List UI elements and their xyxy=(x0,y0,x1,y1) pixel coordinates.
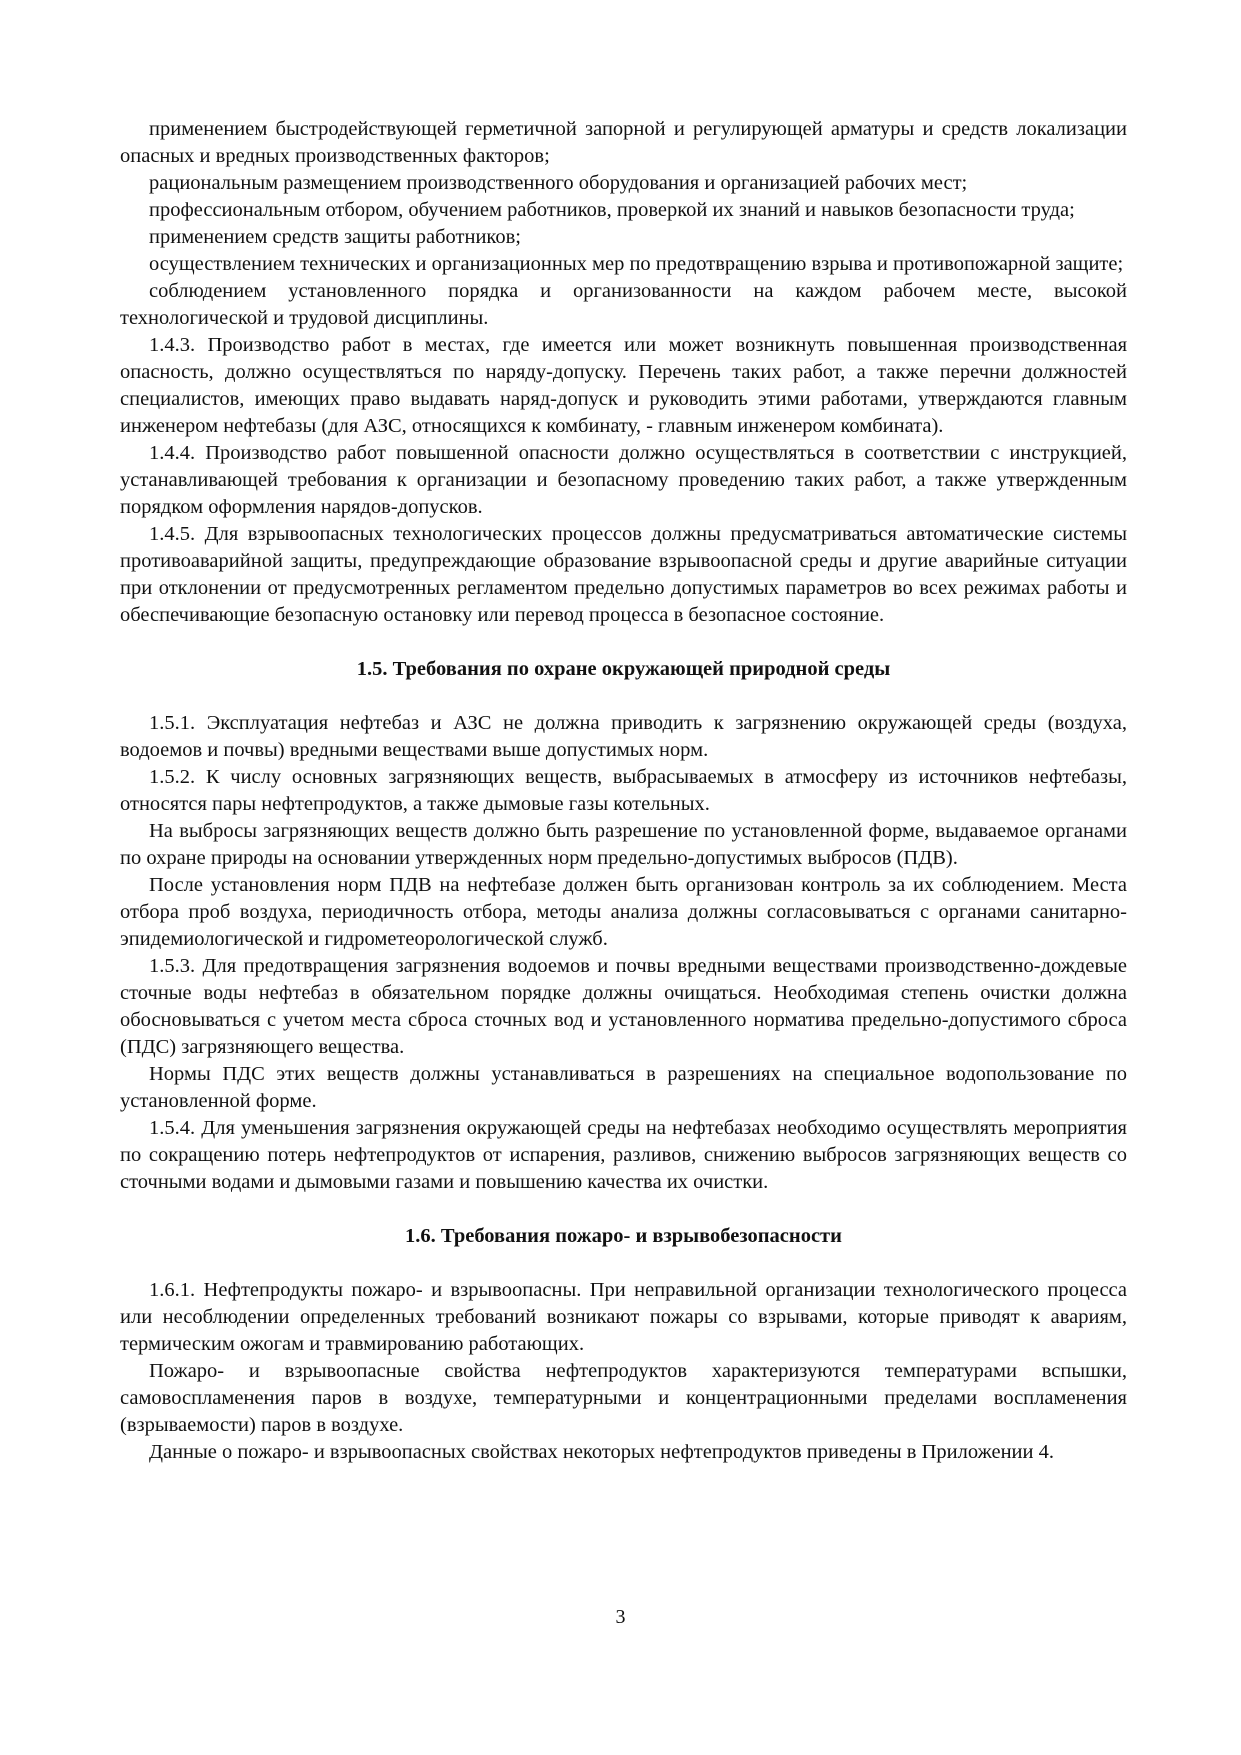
paragraph: применением средств защиты работников; xyxy=(149,226,521,248)
paragraph: 1.5.4. Для уменьшения загрязнения окружающей среды на нефтебазах необходимо осуществлять мероприятия по сокращению потерь нефтепродуктов от испарения, разливов, снижению выбросов загрязняющих веществ со сточными водами и дымовыми газами и повышению качества их очистки. xyxy=(120,1117,1127,1193)
paragraph: 1.5.3. Для предотвращения загрязнения водоемов и почвы вредными веществами производственно-дождевые сточные воды нефтебаз в обязательном порядке должны очищаться. Необходимая степень очистки должна обосновываться с учетом места сброса сточных вод и установленного норматива предельно-допустимого сброса (ПДС) загрязняющего вещества. xyxy=(120,955,1127,1058)
section-heading: 1.6. Требования пожаро- и взрывобезопасности xyxy=(405,1225,842,1247)
paragraph: 1.4.4. Производство работ повышенной опасности должно осуществляться в соответствии с инструкцией, устанавливающей требования к организации и безопасному проведению таких работ, а также утвержденным порядком оформления нарядов-допусков. xyxy=(120,442,1127,518)
paragraph: рациональным размещением производственного оборудования и организацией рабочих мест; xyxy=(149,172,968,194)
document-body xyxy=(120,116,1127,1466)
paragraph: 1.6.1. Нефтепродукты пожаро- и взрывоопасны. При неправильной организации технологического процесса или несоблюдении определенных требований возникают пожары со взрывами, которые приводят к авариям, термическим ожогам и травмированию работающих. xyxy=(120,1279,1127,1355)
paragraph: 1.5.2. К числу основных загрязняющих веществ, выбрасываемых в атмосферу из источников нефтебазы, относятся пары нефтепродуктов, а также дымовые газы котельных. xyxy=(120,766,1127,815)
paragraph: Данные о пожаро- и взрывоопасных свойствах некоторых нефтепродуктов приведены в Приложении 4. xyxy=(149,1441,1054,1463)
paragraph: осуществлением технических и организационных мер по предотвращению взрыва и противопожарной защите; xyxy=(149,253,1124,275)
paragraph: соблюдением установленного порядка и организованности на каждом рабочем месте, высокой технологической и трудовой дисциплины. xyxy=(120,280,1127,329)
paragraph: Нормы ПДС этих веществ должны устанавливаться в разрешениях на специальное водопользование по установленной форме. xyxy=(120,1063,1127,1112)
paragraph: 1.4.5. Для взрывоопасных технологических процессов должны предусматриваться автоматические системы противоаварийной защиты, предупреждающие образование взрывоопасной среды и другие аварийные ситуации при отклонении от предусмотренных регламентом предельно допустимых параметров во всех режимах работы и обеспечивающие безопасную остановку или перевод процесса в безопасное состояние. xyxy=(120,523,1127,626)
paragraph: 1.4.3. Производство работ в местах, где имеется или может возникнуть повышенная производственная опасность, должно осуществляться по наряду-допуску. Перечень таких работ, а также перечни должностей специалистов, имеющих право выдавать наряд-допуск и руководить этими работами, утверждаются главным инженером нефтебазы (для АЗС, относящихся к комбинату, - главным инженером комбината). xyxy=(120,334,1127,437)
paragraph: После установления норм ПДВ на нефтебазе должен быть организован контроль за их соблюдением. Места отбора проб воздуха, периодичность отбора, методы анализа должны согласовываться с органами санитарно-эпидемиологической и гидрометеорологической служб. xyxy=(120,874,1127,950)
page-number: 3 xyxy=(615,1606,626,1628)
paragraph: Пожаро- и взрывоопасные свойства нефтепродуктов характеризуются температурами вспышки, самовоспламенения паров в воздухе, температурными и концентрационными пределами воспламенения (взрываемости) паров в воздухе. xyxy=(120,1360,1127,1436)
paragraph: профессиональным отбором, обучением работников, проверкой их знаний и навыков безопасности труда; xyxy=(149,199,1075,221)
section-heading: 1.5. Требования по охране окружающей природной среды xyxy=(356,658,891,680)
paragraph: На выбросы загрязняющих веществ должно быть разрешение по установленной форме, выдаваемое органами по охране природы на основании утвержденных норм предельно-допустимых выбросов (ПДВ). xyxy=(120,820,1127,869)
paragraph: применением быстродействующей герметичной запорной и регулирующей арматуры и средств локализации опасных и вредных производственных факторов; xyxy=(120,118,1127,167)
paragraph: 1.5.1. Эксплуатация нефтебаз и АЗС не должна приводить к загрязнению окружающей среды (воздуха, водоемов и почвы) вредными веществами выше допустимых норм. xyxy=(120,712,1127,761)
